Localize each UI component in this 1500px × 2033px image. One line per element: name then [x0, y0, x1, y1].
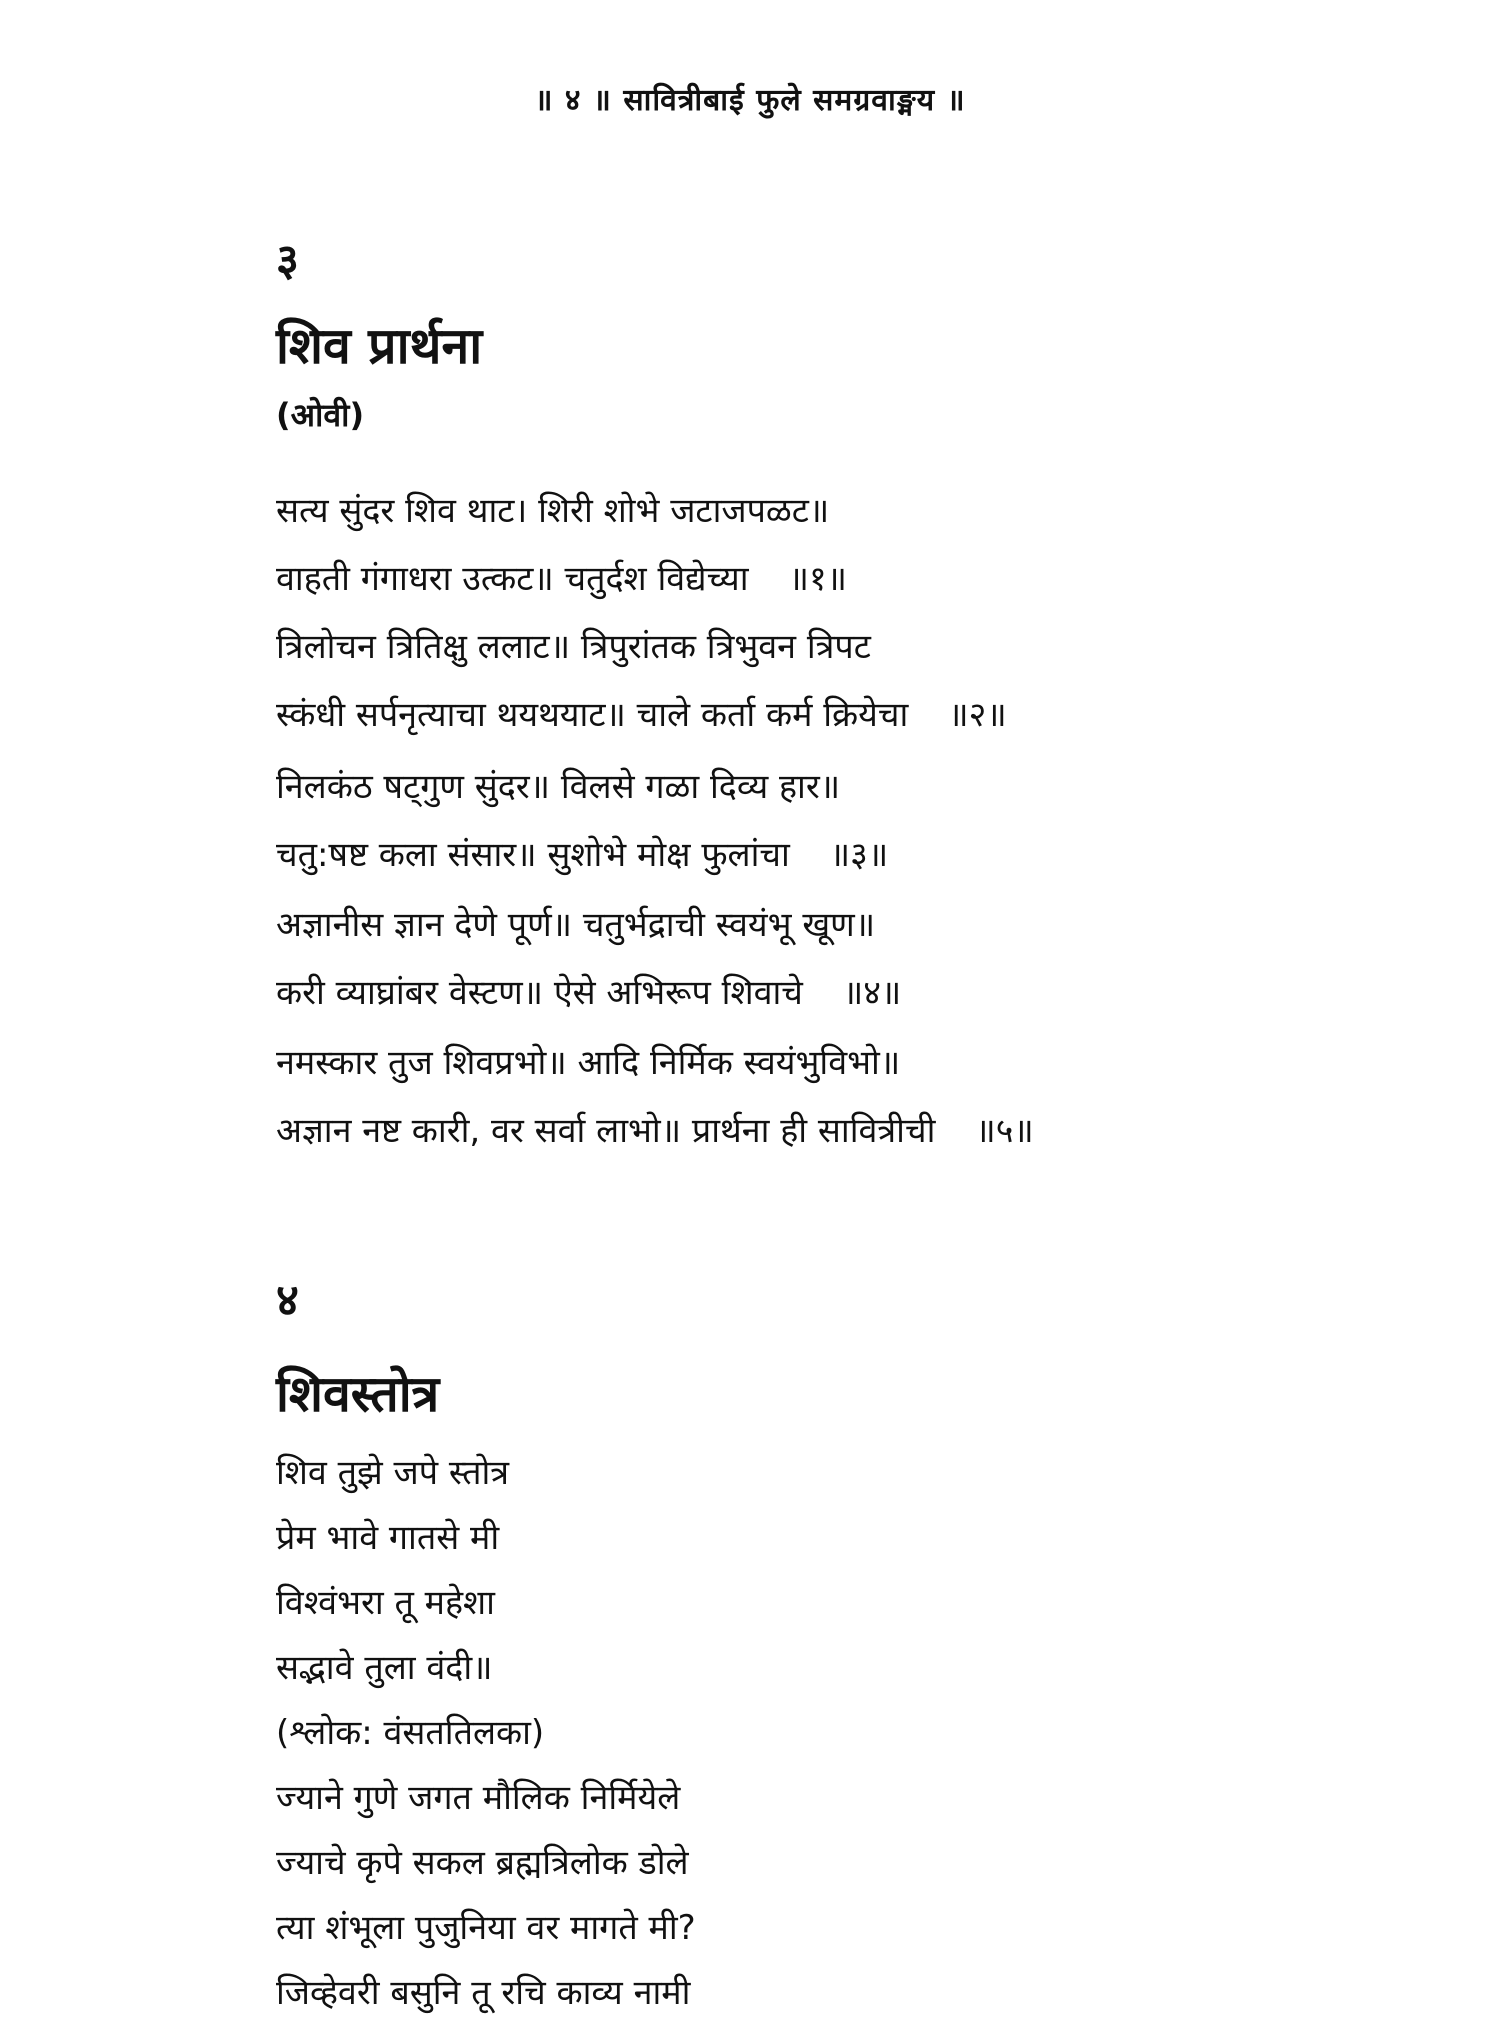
verse-line — [276, 554, 1276, 622]
verse-line — [276, 968, 1276, 1036]
poem-title: शिव प्रार्थना — [276, 317, 483, 375]
stotra-line: प्रेम भावे गातसे मी — [276, 1518, 500, 1558]
verse-line: अज्ञानीस ज्ञान देणे पूर्ण॥ चतुर्भद्राची स्वयंभू खूण॥ — [276, 905, 876, 945]
stotra-line: शिव तुझे जपे स्तोत्र — [276, 1453, 510, 1493]
verse-line: निलकंठ षट्गुण सुंदर॥ विलसे गळा दिव्य हार॥ — [276, 767, 841, 807]
verse-line — [276, 690, 1276, 758]
verse-line: नमस्कार तुज शिवप्रभो॥ आदि निर्मिक स्वयंभुविभो॥ — [276, 1043, 901, 1083]
poem-number: ३ — [276, 235, 299, 286]
verse-number: ॥१॥ — [788, 559, 848, 599]
stotra-line: ज्याचे कृपे सकल ब्रह्मत्रिलोक डोले — [276, 1843, 689, 1883]
verse-text: चतु:षष्ट कला संसार॥ सुशोभे मोक्ष फुलांचा — [276, 835, 790, 875]
stotra-line: जिव्हेवरी बसुनि तू रचि काव्य नामी — [276, 1973, 691, 2013]
verse-number: ॥३॥ — [829, 835, 889, 875]
verse-block — [276, 622, 1276, 758]
verse-block — [276, 1038, 1276, 1174]
verse-number: ॥४॥ — [842, 973, 902, 1013]
verse-text: वाहती गंगाधरा उत्कट॥ चतुर्दश विद्येच्या — [276, 559, 749, 599]
verse-line: त्रिलोचन त्रितिक्षु ललाट॥ त्रिपुरांतक त्रिभुवन त्रिपट — [276, 627, 871, 667]
verse-text: अज्ञान नष्ट कारी, वर सर्वा लाभो॥ प्रार्थना ही सावित्रीची — [276, 1111, 936, 1151]
verse-number: ॥२॥ — [948, 695, 1007, 735]
verse-line: सत्य सुंदर शिव थाट। शिरी शोभे जटाजपळट॥ — [276, 491, 830, 531]
verse-text: स्कंधी सर्पनृत्याचा थयथयाट॥ चाले कर्ता कर्म क्रियेचा — [276, 695, 909, 735]
verse-block — [276, 486, 1276, 622]
poem-title: शिवस्तोत्र — [276, 1365, 440, 1423]
verse-text: करी व्याघ्रांबर वेस्टण॥ ऐसे अभिरूप शिवाचे — [276, 973, 803, 1013]
running-header: ॥ ४ ॥ सावित्रीबाई फुले समग्रवाङ्मय ॥ — [534, 83, 966, 118]
meter-note: (ओवी) — [276, 396, 365, 434]
stotra-body — [276, 1448, 1176, 2033]
verse-line — [276, 1106, 1276, 1174]
verse-line — [276, 830, 1276, 898]
stotra-line: सद्भावे तुला वंदी॥ — [276, 1648, 493, 1688]
stotra-line: विश्वंभरा तू महेशा — [276, 1583, 495, 1623]
verse-block — [276, 900, 1276, 1036]
stotra-line: ज्याने गुणे जगत मौलिक निर्मियेले — [276, 1778, 681, 1818]
verse-number: ॥५॥ — [975, 1111, 1034, 1151]
verse-block — [276, 762, 1276, 898]
poem-number: ४ — [276, 1275, 299, 1326]
meter-note: (श्लोक: वंसततिलका) — [276, 1713, 545, 1753]
stotra-line: त्या शंभूला पुजुनिया वर मागते मी? — [276, 1908, 696, 1948]
